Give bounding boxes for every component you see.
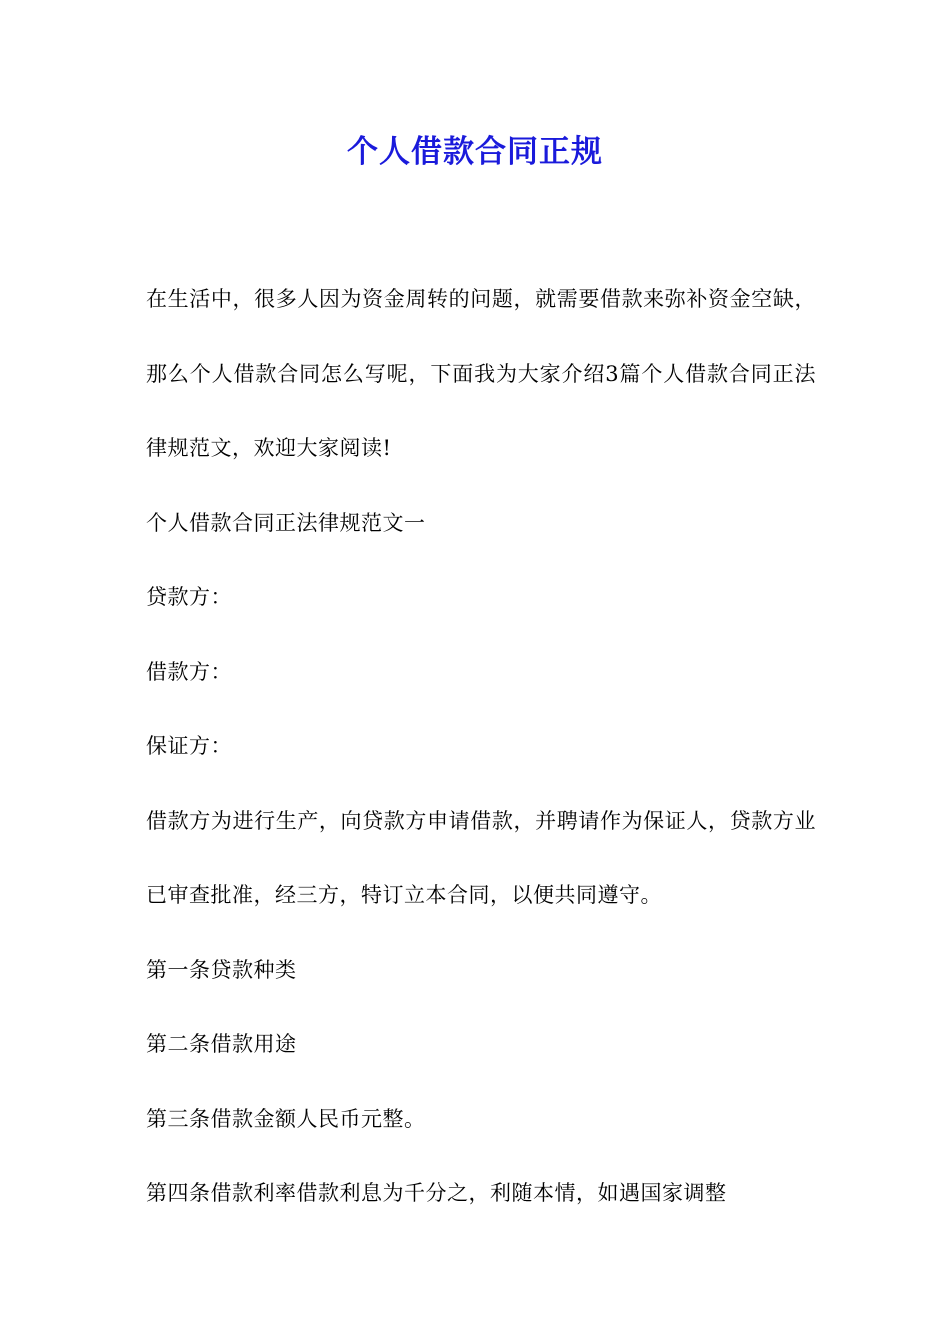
paragraph-article-4: 第四条借款利率借款利息为千分之，利随本情，如遇国家调整: [146, 1181, 727, 1205]
paragraph-lender: 贷款方：: [146, 585, 232, 609]
paragraph-preamble: 借款方为进行生产，向贷款方申请借款，并聘请作为保证人，贷款方业已审查批准，经三方，特订立本合同，以便共同遵守。: [146, 808, 816, 907]
paragraph-guarantor: 保证方：: [146, 734, 232, 758]
paragraph-article-2: 第二条借款用途: [146, 1032, 297, 1056]
paragraph-article-1: 第一条贷款种类: [146, 957, 297, 982]
document-body: [146, 262, 816, 1231]
document-title: 个人借款合同正规: [347, 134, 603, 170]
paragraph-intro: 在生活中，很多人因为资金周转的问题，就需要借款来弥补资金空缺，那么个人借款合同怎么写呢，下面我为大家介绍3篇个人借款合同正法律规范文，欢迎大家阅读!: [146, 287, 816, 460]
paragraph-borrower: 借款方：: [146, 659, 232, 684]
paragraph-article-3: 第三条借款金额人民币元整。: [146, 1106, 426, 1131]
paragraph-section-heading: 个人借款合同正法律规范文一: [146, 510, 426, 535]
